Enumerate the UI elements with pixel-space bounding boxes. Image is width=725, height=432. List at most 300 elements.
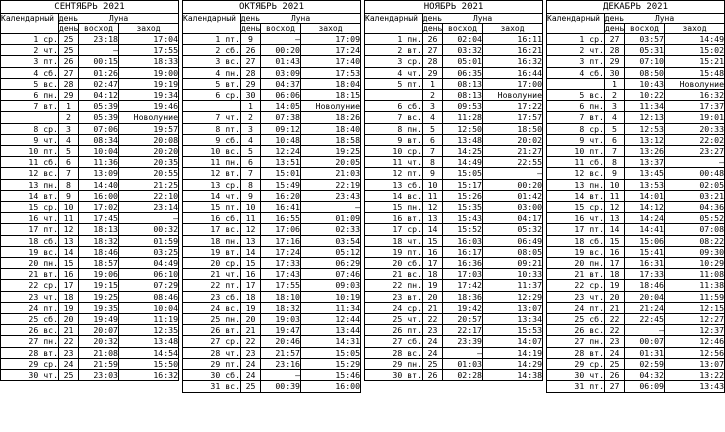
- table-row: [183, 269, 361, 280]
- table-row: [547, 258, 725, 269]
- calendar-day-cell: 10 вс.: [183, 146, 241, 157]
- moon-day-cell: 17: [59, 280, 79, 291]
- table-row: [547, 179, 725, 190]
- table-row: [183, 314, 361, 325]
- moonset-cell: 08:05: [483, 246, 543, 257]
- moon-day-cell: 8: [605, 157, 625, 168]
- moon-day-cell: 27: [59, 67, 79, 78]
- calendar-day-cell: 30 чт.: [547, 370, 605, 381]
- moon-day-cell: 9: [241, 190, 261, 201]
- calendar-day-cell: 15 пн.: [365, 202, 423, 213]
- table-row: [1, 314, 179, 325]
- moon-day-cell: 12: [241, 224, 261, 235]
- calendar-day-cell: 19 пт.: [365, 246, 423, 257]
- moonrise-cell: 10:04: [79, 146, 119, 157]
- moonrise-header: восход: [79, 24, 119, 34]
- moonset-cell: 04:36: [665, 202, 725, 213]
- month-title: ОКТЯБРЬ 2021: [183, 1, 361, 14]
- moon-day-cell: 23: [605, 336, 625, 347]
- moon-day-cell: 25: [59, 45, 79, 56]
- calendar-day-cell: 10 пт.: [547, 146, 605, 157]
- moon-day-cell: 14: [605, 224, 625, 235]
- moonrise-cell: 16:31: [625, 258, 665, 269]
- moonrise-cell: 14:05: [261, 101, 301, 112]
- calendar-day-cell: 24 пт.: [547, 302, 605, 313]
- calendar-day-cell: 18 сб.: [547, 235, 605, 246]
- moonset-cell: Новолуние: [665, 78, 725, 89]
- month-table: [0, 0, 179, 381]
- calendar-day-cell: 10 ср.: [365, 146, 423, 157]
- moon-day-cell: 11: [605, 190, 625, 201]
- calendar-day-cell: 12 вс.: [547, 168, 605, 179]
- moonrise-cell: 19:06: [79, 269, 119, 280]
- moonset-cell: 12:44: [301, 314, 361, 325]
- moonrise-header: восход: [261, 24, 301, 34]
- calendar-day-cell: 6 сб.: [365, 101, 423, 112]
- moonrise-cell: 15:43: [443, 213, 483, 224]
- table-row: [547, 235, 725, 246]
- moonrise-cell: 07:06: [79, 123, 119, 134]
- moon-day-cell: 10: [605, 179, 625, 190]
- calendar-day-cell: 24 вс.: [183, 302, 241, 313]
- moon-day-cell: 20: [423, 291, 443, 302]
- moonrise-cell: 03:32: [443, 45, 483, 56]
- day-header: Календарный день: [183, 14, 241, 34]
- moonset-cell: 11:38: [665, 280, 725, 291]
- moon-day-cell: 6: [423, 134, 443, 145]
- moonrise-cell: 19:35: [79, 302, 119, 313]
- moonset-cell: 21:03: [301, 168, 361, 179]
- moonrise-cell: 15:41: [625, 246, 665, 257]
- calendar-day-cell: 29 ср.: [1, 358, 59, 369]
- month-table: [182, 0, 361, 393]
- moonrise-cell: 08:34: [79, 134, 119, 145]
- calendar-day-cell: 5 пт.: [365, 78, 423, 89]
- moonset-cell: 19:19: [119, 78, 179, 89]
- calendar-day-cell: 9 вт.: [365, 134, 423, 145]
- moon-day-cell: 13: [423, 213, 443, 224]
- moonrise-cell: 20:04: [625, 291, 665, 302]
- calendar-day-cell: 18 чт.: [365, 235, 423, 246]
- moon-day-cell: 14: [59, 246, 79, 257]
- table-row: [365, 168, 543, 179]
- calendar-day-cell: 4 чт.: [365, 67, 423, 78]
- calendar-day-cell: 8 ср.: [1, 123, 59, 134]
- moonrise-cell: 16:55: [261, 213, 301, 224]
- moon-day-cell: 5: [241, 146, 261, 157]
- table-row: [365, 190, 543, 201]
- moonset-cell: 20:05: [301, 157, 361, 168]
- moonrise-cell: 09:12: [261, 123, 301, 134]
- moonset-cell: 02:33: [301, 224, 361, 235]
- moon-day-cell: 15: [59, 258, 79, 269]
- moon-day-cell: 6: [59, 157, 79, 168]
- calendar-day-cell: 7 вт.: [547, 112, 605, 123]
- moonrise-cell: 16:00: [79, 190, 119, 201]
- moon-day-cell: 14: [241, 246, 261, 257]
- calendar-day-cell: 12 пт.: [365, 168, 423, 179]
- month-block: [546, 0, 724, 432]
- calendar-day-cell: 28 чт.: [183, 347, 241, 358]
- moonset-cell: 06:10: [119, 269, 179, 280]
- moonset-cell: 10:33: [483, 269, 543, 280]
- moonset-cell: 20:33: [665, 123, 725, 134]
- table-row: [365, 358, 543, 369]
- table-row: [365, 302, 543, 313]
- table-row: [547, 336, 725, 347]
- moonrise-cell: 05:39: [79, 112, 119, 123]
- table-row: [1, 246, 179, 257]
- moon-day-cell: 25: [59, 34, 79, 45]
- moonrise-cell: 09:53: [443, 101, 483, 112]
- table-row: [365, 179, 543, 190]
- day-header: Календарный день: [547, 14, 605, 34]
- table-row: [547, 269, 725, 280]
- calendar-day-cell: 6 ср.: [183, 90, 241, 101]
- calendar-day-cell: 2 сб.: [183, 45, 241, 56]
- calendar-day-cell: 1 пт.: [183, 34, 241, 45]
- calendar-day-cell: 10 пт.: [1, 146, 59, 157]
- calendar-day-cell: 17 вс.: [183, 224, 241, 235]
- table-row: [183, 358, 361, 369]
- moonset-cell: 14:38: [483, 370, 543, 381]
- moon-day-cell: 11: [423, 190, 443, 201]
- moonrise-cell: 12:13: [625, 112, 665, 123]
- calendar-day-cell: 7 чт.: [183, 112, 241, 123]
- table-row: [547, 314, 725, 325]
- moonset-cell: 03:00: [483, 202, 543, 213]
- moon-day-cell: 2: [605, 90, 625, 101]
- calendar-day-cell: 2 чт.: [547, 45, 605, 56]
- moon-day-cell: 23: [59, 347, 79, 358]
- calendar-day-cell: 1 ср.: [1, 34, 59, 45]
- moonset-cell: 15:02: [665, 45, 725, 56]
- month-block: [0, 0, 178, 432]
- moonset-cell: Новолуние: [483, 90, 543, 101]
- calendar-day-cell: 22 ср.: [1, 280, 59, 291]
- moon-day-cell: 5: [605, 123, 625, 134]
- moon-day-cell: 12: [59, 224, 79, 235]
- moonrise-cell: 16:17: [443, 246, 483, 257]
- table-row: [1, 34, 179, 45]
- moonrise-cell: 14:49: [443, 157, 483, 168]
- moon-day-cell: 9: [59, 190, 79, 201]
- moon-day-cell: 18: [423, 269, 443, 280]
- calendar-day-cell: 23 сб.: [183, 291, 241, 302]
- table-row: [547, 56, 725, 67]
- moon-header: Луна: [241, 14, 361, 24]
- moonrise-cell: 23:16: [261, 358, 301, 369]
- moonset-cell: 03:25: [119, 246, 179, 257]
- moonrise-cell: 17:42: [443, 280, 483, 291]
- table-row: [1, 325, 179, 336]
- moon-day-cell: 19: [241, 302, 261, 313]
- calendar-day-cell: 8 пт.: [183, 123, 241, 134]
- moonrise-cell: 13:45: [625, 168, 665, 179]
- moon-day-cell: 26: [59, 56, 79, 67]
- moon-day-cell: 15: [605, 235, 625, 246]
- table-row: [1, 269, 179, 280]
- calendar-day-cell: 27 ср.: [183, 336, 241, 347]
- table-row: [1, 134, 179, 145]
- moonrise-cell: 17:45: [79, 213, 119, 224]
- table-row: [547, 302, 725, 313]
- calendar-day-cell: 9 чт.: [547, 134, 605, 145]
- moonset-cell: 15:29: [301, 358, 361, 369]
- calendar-day-cell: 13 пн.: [547, 179, 605, 190]
- moonrise-cell: 02:47: [79, 78, 119, 89]
- calendar-day-cell: [1, 112, 59, 123]
- moonrise-cell: 05:39: [79, 101, 119, 112]
- moonrise-header: восход: [443, 24, 483, 34]
- moonset-cell: 04:17: [483, 213, 543, 224]
- moonset-cell: –: [301, 202, 361, 213]
- table-row: [365, 112, 543, 123]
- moon-day-cell: 27: [423, 45, 443, 56]
- table-row: [547, 112, 725, 123]
- table-row: [1, 213, 179, 224]
- calendar-day-cell: 22 ср.: [547, 280, 605, 291]
- moon-header: Луна: [59, 14, 179, 24]
- table-row: [183, 280, 361, 291]
- moonset-cell: –: [665, 157, 725, 168]
- calendar-day-cell: [547, 78, 605, 89]
- table-row: [1, 179, 179, 190]
- moon-day-header: день: [241, 24, 261, 33]
- moon-day-cell: 23: [423, 325, 443, 336]
- moon-day-cell: 17: [605, 258, 625, 269]
- calendar-day-cell: 31 пт.: [547, 381, 605, 392]
- moon-day-cell: 13: [241, 235, 261, 246]
- calendar-day-cell: 28 вт.: [547, 347, 605, 358]
- table-row: [365, 336, 543, 347]
- moonset-cell: 05:52: [665, 213, 725, 224]
- table-row: [365, 269, 543, 280]
- table-row: [365, 213, 543, 224]
- moonrise-cell: 14:01: [625, 190, 665, 201]
- calendar-day-cell: 19 вт.: [183, 246, 241, 257]
- moonset-cell: 06:29: [301, 258, 361, 269]
- table-row: [1, 202, 179, 213]
- moonset-cell: 17:00: [483, 78, 543, 89]
- moonrise-cell: 20:57: [443, 314, 483, 325]
- table-row: [365, 56, 543, 67]
- table-row: [1, 90, 179, 101]
- moonset-cell: 13:07: [665, 358, 725, 369]
- table-row: [1, 112, 179, 123]
- moon-day-cell: 25: [241, 381, 261, 392]
- table-row: [1, 190, 179, 201]
- moonset-cell: 11:34: [301, 302, 361, 313]
- moonrise-cell: 17:03: [443, 269, 483, 280]
- table-row: [365, 157, 543, 168]
- calendar-day-cell: [365, 90, 423, 101]
- moon-day-cell: 22: [605, 314, 625, 325]
- moonset-cell: 19:34: [119, 90, 179, 101]
- moonset-cell: 17:37: [665, 101, 725, 112]
- moonset-cell: 06:49: [483, 235, 543, 246]
- calendar-day-cell: 26 вс.: [547, 325, 605, 336]
- moonset-cell: 04:49: [119, 258, 179, 269]
- moonset-cell: Новолуние: [119, 112, 179, 123]
- moonrise-cell: 17:16: [261, 235, 301, 246]
- moonset-cell: 16:32: [119, 370, 179, 381]
- moonset-header: заход: [119, 24, 179, 34]
- moonrise-cell: 04:32: [625, 370, 665, 381]
- moonset-cell: 22:10: [119, 190, 179, 201]
- moon-day-cell: 29: [605, 56, 625, 67]
- moon-day-cell: 4: [241, 134, 261, 145]
- moonset-cell: 14:19: [483, 347, 543, 358]
- moon-day-cell: 8: [423, 157, 443, 168]
- table-row: [547, 291, 725, 302]
- moon-day-cell: 9: [605, 168, 625, 179]
- calendar-day-cell: 27 сб.: [365, 336, 423, 347]
- moonset-cell: 01:42: [483, 190, 543, 201]
- calendar-day-cell: 20 сб.: [365, 258, 423, 269]
- moonrise-cell: 17:24: [261, 246, 301, 257]
- calendar-day-cell: 18 пн.: [183, 235, 241, 246]
- table-row: [1, 146, 179, 157]
- moonset-cell: 16:32: [483, 56, 543, 67]
- table-row: [365, 246, 543, 257]
- moonset-cell: 13:44: [301, 325, 361, 336]
- table-row: [1, 224, 179, 235]
- calendar-day-cell: 22 пн.: [365, 280, 423, 291]
- moonrise-cell: 19:42: [443, 302, 483, 313]
- moonset-cell: 09:30: [665, 246, 725, 257]
- moonset-cell: 16:11: [483, 34, 543, 45]
- moon-day-cell: 23: [241, 347, 261, 358]
- moonset-cell: 12:56: [665, 347, 725, 358]
- moonrise-cell: 17:33: [625, 269, 665, 280]
- table-row: [547, 45, 725, 56]
- moonset-cell: 20:20: [119, 146, 179, 157]
- calendar-day-cell: 18 сб.: [1, 235, 59, 246]
- moon-day-cell: 15: [423, 235, 443, 246]
- moonrise-cell: 16:41: [261, 202, 301, 213]
- calendar-day-cell: 11 пн.: [183, 157, 241, 168]
- table-row: [183, 246, 361, 257]
- moonrise-cell: 17:55: [261, 280, 301, 291]
- moon-day-cell: 17: [423, 258, 443, 269]
- moon-day-cell: 4: [423, 112, 443, 123]
- moon-day-cell: 7: [241, 168, 261, 179]
- table-row: [365, 34, 543, 45]
- moonrise-cell: 13:53: [625, 179, 665, 190]
- moonrise-cell: 21:24: [625, 302, 665, 313]
- moon-day-cell: 16: [241, 269, 261, 280]
- table-row: [183, 67, 361, 78]
- table-row: [183, 157, 361, 168]
- moon-day-cell: 9: [241, 34, 261, 45]
- moonrise-cell: 08:13: [443, 90, 483, 101]
- moon-day-cell: 16: [605, 246, 625, 257]
- moonset-cell: 15:05: [301, 347, 361, 358]
- moonrise-cell: 16:20: [261, 190, 301, 201]
- moonset-cell: 16:32: [665, 90, 725, 101]
- moonset-cell: 18:58: [301, 134, 361, 145]
- moon-day-cell: 22: [605, 325, 625, 336]
- moonset-cell: 15:48: [665, 67, 725, 78]
- calendar-day-cell: 15 ср.: [547, 202, 605, 213]
- moonset-cell: 18:33: [119, 56, 179, 67]
- moonrise-cell: –: [625, 325, 665, 336]
- moonset-cell: 22:19: [301, 179, 361, 190]
- calendar-day-cell: 3 пт.: [547, 56, 605, 67]
- calendar-day-cell: 26 вт.: [183, 325, 241, 336]
- moon-day-cell: 1: [241, 101, 261, 112]
- moonrise-cell: 13:09: [79, 168, 119, 179]
- moonrise-cell: 06:35: [443, 67, 483, 78]
- calendar-day-cell: 7 вс.: [365, 112, 423, 123]
- table-row: [183, 78, 361, 89]
- moonset-cell: 12:35: [119, 325, 179, 336]
- moon-day-cell: 20: [241, 314, 261, 325]
- calendar-day-cell: 19 вс.: [1, 246, 59, 257]
- moonset-cell: 20:55: [119, 168, 179, 179]
- moonset-cell: 17:53: [301, 67, 361, 78]
- moonset-cell: 00:32: [119, 224, 179, 235]
- calendar-day-cell: 14 вс.: [365, 190, 423, 201]
- moonrise-cell: 10:22: [625, 90, 665, 101]
- calendar-day-cell: 5 вс.: [547, 90, 605, 101]
- moonrise-cell: 19:49: [79, 314, 119, 325]
- moonrise-cell: 04:37: [261, 78, 301, 89]
- table-row: [1, 157, 179, 168]
- moon-day-cell: 7: [423, 146, 443, 157]
- moonset-cell: 21:27: [483, 146, 543, 157]
- calendar-day-cell: 5 вс.: [1, 78, 59, 89]
- moon-day-cell: 24: [59, 358, 79, 369]
- moonset-cell: 17:40: [301, 56, 361, 67]
- table-row: [183, 112, 361, 123]
- moonrise-cell: 15:06: [625, 235, 665, 246]
- calendar-day-cell: 2 чт.: [1, 45, 59, 56]
- moon-day-header: день: [59, 24, 79, 33]
- calendar-day-cell: 29 пт.: [183, 358, 241, 369]
- moonset-cell: 17:22: [483, 101, 543, 112]
- calendar-day-cell: 23 вт.: [365, 291, 423, 302]
- moon-day-cell: 10: [423, 179, 443, 190]
- calendar-day-cell: 13 сб.: [365, 179, 423, 190]
- moonrise-cell: 02:28: [443, 370, 483, 381]
- moonset-cell: 11:19: [119, 314, 179, 325]
- table-row: [365, 325, 543, 336]
- moonset-cell: 13:34: [483, 314, 543, 325]
- moonset-cell: 23:14: [119, 202, 179, 213]
- table-row: [547, 78, 725, 89]
- moonrise-cell: 11:36: [79, 157, 119, 168]
- calendar-day-cell: 25 пн.: [183, 314, 241, 325]
- moonset-cell: 16:00: [301, 381, 361, 392]
- moonset-cell: 15:50: [119, 358, 179, 369]
- calendar-day-cell: 17 ср.: [365, 224, 423, 235]
- table-row: [547, 168, 725, 179]
- moonset-cell: 00:20: [483, 179, 543, 190]
- moon-day-cell: 21: [241, 325, 261, 336]
- table-row: [183, 347, 361, 358]
- moonrise-cell: 05:31: [625, 45, 665, 56]
- moonset-cell: 09:21: [483, 258, 543, 269]
- moonrise-cell: 18:13: [79, 224, 119, 235]
- calendar-day-cell: 29 пн.: [365, 358, 423, 369]
- calendar-day-cell: 12 вс.: [1, 168, 59, 179]
- calendar-day-cell: 14 вт.: [1, 190, 59, 201]
- moonrise-cell: 01:31: [625, 347, 665, 358]
- moonrise-cell: 19:15: [79, 280, 119, 291]
- calendar-day-cell: 20 пн.: [1, 258, 59, 269]
